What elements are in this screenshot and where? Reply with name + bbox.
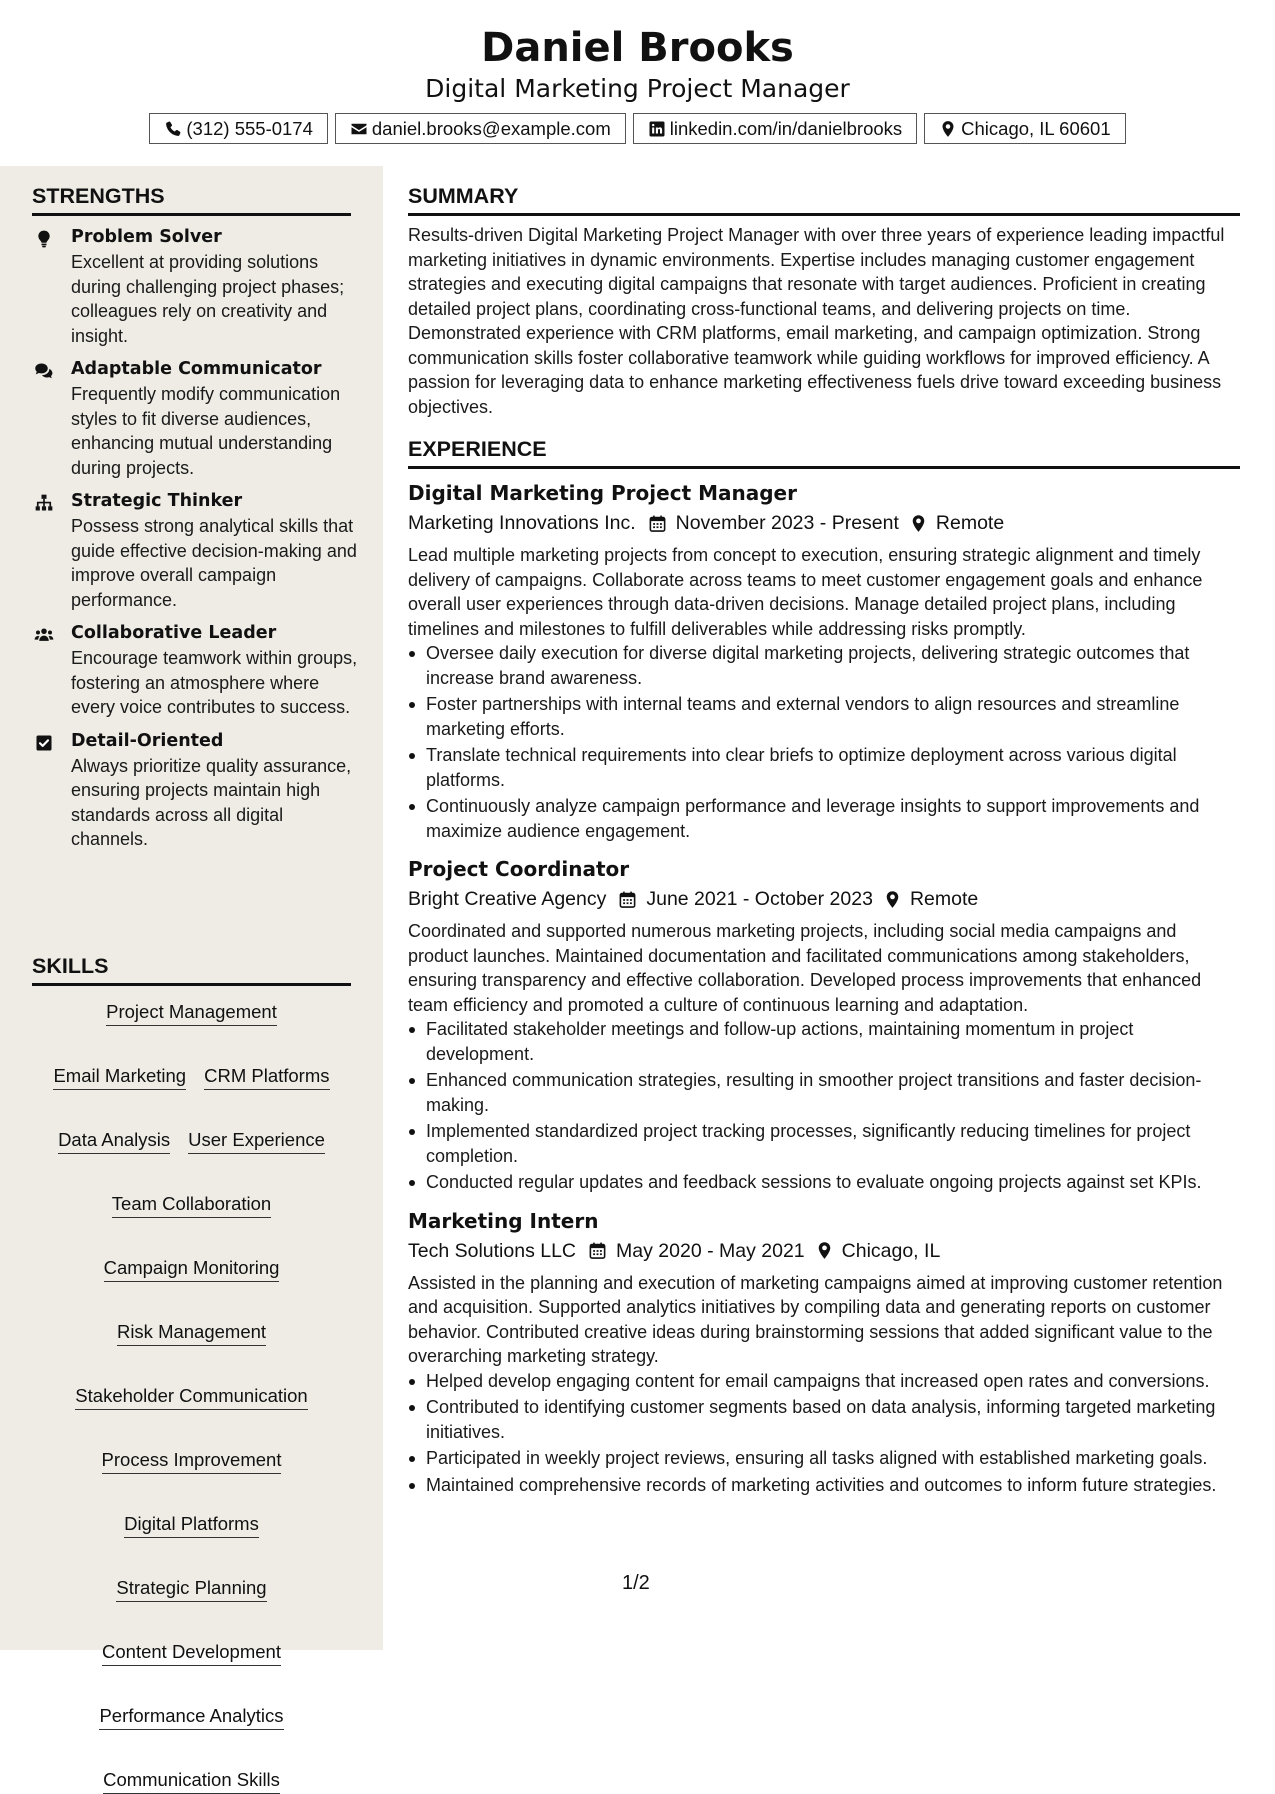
skills-section [0, 952, 383, 1794]
map-pin-icon [939, 120, 957, 138]
sitemap-icon [34, 493, 54, 513]
contact-linkedin[interactable] [633, 113, 917, 144]
company-name: Marketing Innovations Inc. [408, 512, 636, 534]
job-description: Lead multiple marketing projects from concept to execution, ensuring strategic alignment and timely delivery of campaigns. Collaborate across teams to meet customer engagement goals and enhance overall user experiences through data-driven decisions. Manage detailed project plans, including timelines and milestones to fulfill deliverables while addressing risks promptly. [408, 545, 1203, 639]
job-location: Remote [909, 888, 979, 910]
job-bullets [408, 1369, 1240, 1498]
strength-title: Strategic Thinker [71, 491, 243, 511]
linkedin-icon [648, 120, 666, 138]
job-meta [408, 1237, 1240, 1265]
email-text: daniel.brooks@example.com [371, 117, 611, 139]
strength-description: Encourage teamwork within groups, fostering an atmosphere where every voice contributes to success. [71, 648, 358, 717]
check-square-icon [34, 733, 54, 753]
job-dates: November 2023 - Present [675, 512, 899, 534]
list-item: Facilitated stakeholder meetings and follow-up actions, maintaining momentum in project development. [408, 1017, 1240, 1066]
map-pin-icon [815, 1241, 834, 1260]
list-item: Translate technical requirements into clear briefs to optimize deployment across various digital platforms. [408, 743, 1240, 792]
job-entry [408, 479, 1240, 843]
comments-icon [34, 361, 54, 381]
strength-item [0, 729, 383, 852]
strength-item [0, 489, 383, 612]
contact-email[interactable] [335, 113, 626, 144]
resume-header [0, 0, 1275, 166]
strength-item [0, 621, 383, 720]
skill-tag: Performance Analytics [99, 1704, 283, 1730]
strength-description: Always prioritize quality assurance, ensuring projects maintain high standards across all digital channels. [71, 755, 352, 849]
contact-bar [0, 113, 1275, 144]
skill-tag: Data Analysis [58, 1128, 170, 1154]
strength-description: Excellent at providing solutions during challenging project phases; colleagues rely on creativity and insight. [71, 252, 345, 346]
job-title: Project Coordinator [408, 857, 630, 881]
job-description: Coordinated and supported numerous marketing projects, including social media campaigns and product launches. Maintained documentation and facilitated communications among stakeholders, ensuring transparency and effective collaboration. Developed process improvements that enhanced team efficiency and promoted a culture of continuous learning and adaptation. [408, 921, 1202, 1015]
users-icon [34, 625, 54, 645]
strength-title: Problem Solver [71, 227, 222, 247]
phone-text: (312) 555-0174 [186, 117, 313, 139]
job-title: Marketing Intern [408, 1208, 599, 1233]
list-item: Oversee daily execution for diverse digital marketing projects, delivering strategic outcomes that increase brand awareness. [408, 641, 1240, 690]
strength-item [0, 357, 383, 480]
calendar-icon [588, 1241, 607, 1260]
job-dates: June 2021 - October 2023 [646, 888, 873, 910]
skill-tag: Digital Platforms [124, 1512, 259, 1538]
skill-tag: User Experience [188, 1128, 325, 1154]
phone-icon [164, 120, 182, 138]
map-pin-icon [909, 514, 928, 533]
strength-title: Detail-Oriented [71, 730, 224, 751]
list-item: Contributed to identifying customer segments based on data analysis, informing targeted marketing initiatives. [408, 1395, 1240, 1444]
job-title: Digital Marketing Project Manager [408, 481, 797, 505]
job-dates: May 2020 - May 2021 [616, 1239, 805, 1262]
job-meta [408, 885, 1240, 913]
contact-location [924, 113, 1125, 144]
map-pin-icon [883, 890, 902, 909]
strength-title: Collaborative Leader [71, 623, 277, 643]
skill-tag: Strategic Planning [116, 1576, 266, 1602]
summary-heading: SUMMARY [408, 182, 1240, 216]
list-item: Implemented standardized project tracking processes, significantly reducing timelines for project completion. [408, 1119, 1240, 1168]
list-item: Conducted regular updates and feedback sessions to evaluate ongoing projects against set KPIs. [408, 1170, 1240, 1195]
page-number: 1/2 [622, 1572, 650, 1594]
strength-description: Frequently modify communication styles to fit diverse audiences, enhancing mutual understanding during projects. [71, 384, 341, 478]
sidebar [0, 166, 383, 1790]
job-meta [408, 509, 1240, 537]
skill-tag: Risk Management [117, 1320, 266, 1346]
skill-tag: Process Improvement [102, 1448, 282, 1474]
job-bullets [408, 1017, 1240, 1195]
strength-item [0, 225, 383, 348]
list-item: Continuously analyze campaign performance and leverage insights to support improvements and maximize audience engagement. [408, 794, 1240, 843]
job-entry [408, 855, 1240, 1195]
company-name: Tech Solutions LLC [408, 1239, 577, 1262]
skills-heading: SKILLS [32, 952, 351, 986]
skill-tag: Communication Skills [103, 1768, 280, 1794]
job-description: Assisted in the planning and execution of marketing campaigns aimed at improving customer retention and acquisition. Supported analytics initiatives by compiling data and generating reports on customer behavior. Contributed creative ideas during brainstorming sessions that added significant value to the overarching marketing strategy. [408, 1272, 1223, 1366]
experience-heading: EXPERIENCE [408, 435, 1240, 469]
skill-tag: Team Collaboration [112, 1192, 271, 1218]
list-item: Maintained comprehensive records of marketing activities and outcomes to inform future strategies. [408, 1473, 1240, 1498]
envelope-icon [350, 120, 368, 138]
list-item: Participated in weekly project reviews, ensuring all tasks aligned with established marketing goals. [408, 1446, 1240, 1471]
skill-tag: Project Management [106, 1000, 277, 1026]
skill-tag: Email Marketing [53, 1064, 186, 1090]
strength-title: Adaptable Communicator [71, 359, 322, 379]
job-entry [408, 1207, 1240, 1498]
main-column [408, 166, 1240, 1499]
skill-tag: CRM Platforms [204, 1064, 329, 1090]
strengths-section [0, 182, 383, 852]
skill-tag: Content Development [102, 1640, 281, 1666]
job-location: Chicago, IL [841, 1239, 941, 1262]
candidate-title: Digital Marketing Project Manager [425, 74, 850, 103]
skill-tag: Stakeholder Communication [75, 1384, 307, 1410]
job-location: Remote [935, 512, 1005, 534]
list-item: Helped develop engaging content for email campaigns that increased open rates and conversions. [408, 1369, 1240, 1394]
calendar-icon [618, 890, 637, 909]
strength-description: Possess strong analytical skills that guide effective decision-making and improve overall campaign performance. [71, 516, 357, 610]
job-bullets [408, 641, 1240, 843]
company-name: Bright Creative Agency [408, 888, 607, 910]
skill-tag: Campaign Monitoring [104, 1256, 280, 1282]
location-text: Chicago, IL 60601 [961, 117, 1111, 139]
candidate-name: Daniel Brooks [481, 25, 794, 71]
list-item: Foster partnerships with internal teams and external vendors to align resources and streamline marketing efforts. [408, 692, 1240, 741]
skills-list [0, 1000, 383, 1794]
calendar-icon [648, 514, 667, 533]
strengths-heading: STRENGTHS [32, 182, 351, 216]
lightbulb-icon [34, 229, 54, 249]
list-item: Enhanced communication strategies, resulting in smoother project transitions and faster decision-making. [408, 1068, 1240, 1117]
linkedin-text: linkedin.com/in/danielbrooks [669, 117, 903, 139]
contact-phone [149, 113, 328, 144]
summary-text: Results-driven Digital Marketing Project Manager with over three years of experience leading impactful marketing initiatives in dynamic environments. Expertise includes managing customer engagement strategies and executing digital campaigns that resonate with target audiences. Proficient in creating detailed project plans, coordinating cross-functional teams, and delivering projects on time. Demonstrated experience with CRM platforms, email marketing, and campaign optimization. Strong communication skills foster collaborative teamwork while guiding workflows for improved efficiency. A passion for leveraging data to enhance marketing effectiveness fuels drive toward exceeding business objectives. [408, 225, 1225, 417]
